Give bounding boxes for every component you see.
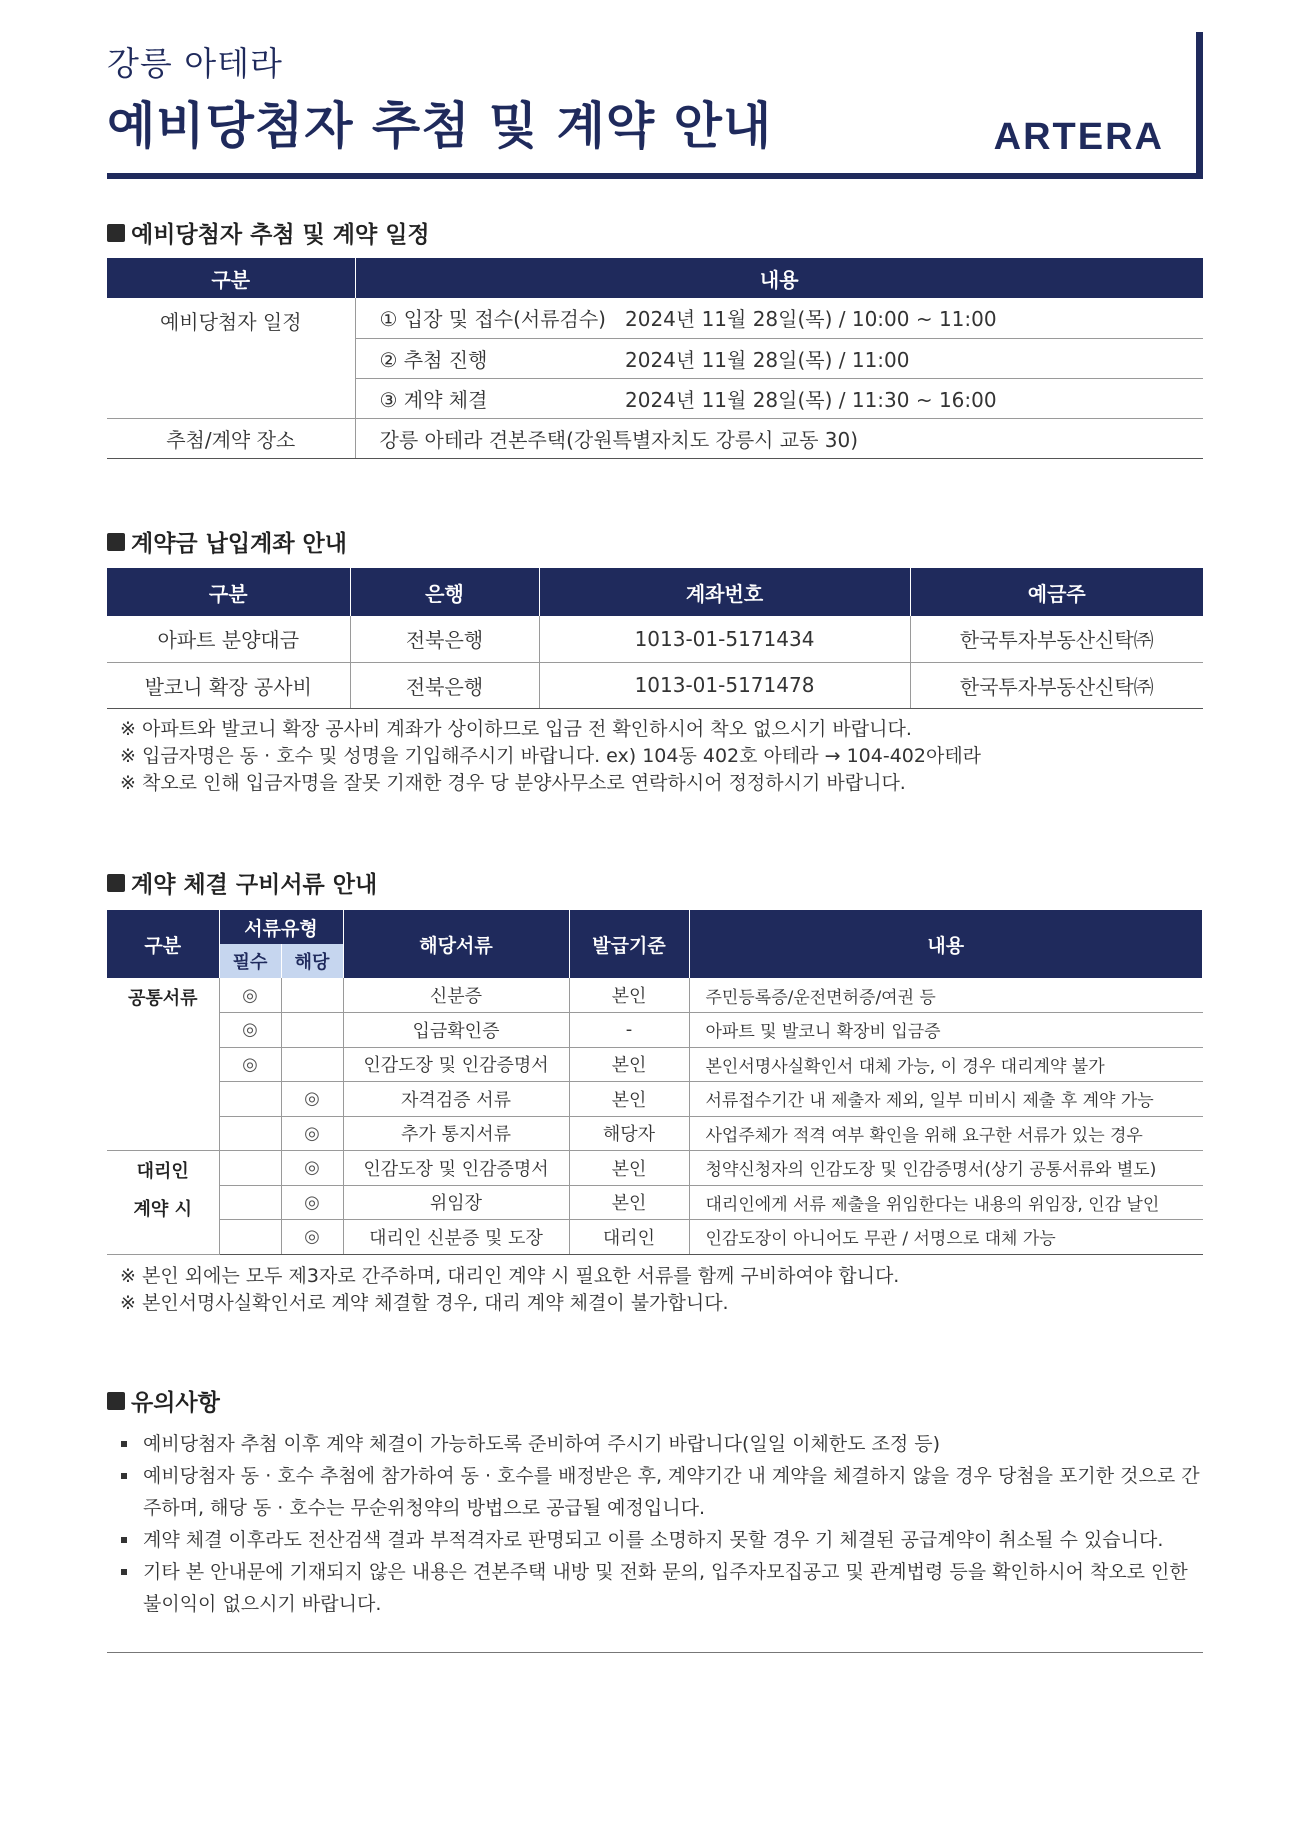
bottom-divider	[107, 1652, 1203, 1653]
square-bullet-icon	[107, 224, 125, 242]
applicable-mark: ◎	[281, 1220, 343, 1255]
required-mark	[219, 1220, 281, 1255]
header-cell: 계좌번호	[539, 568, 910, 616]
section-heading-text: 계약 체결 구비서류 안내	[131, 872, 378, 898]
table-row	[107, 1185, 1203, 1220]
note-line: ※ 입금자명은 동 · 호수 및 성명을 기입해주시기 바랍니다. ex) 104동 402호 아테라 → 104-402아테라	[120, 745, 982, 767]
header-horizontal-rule	[107, 173, 1203, 179]
document-name: 위임장	[343, 1185, 569, 1220]
header-cell-applicable: 해당	[281, 944, 343, 978]
header-cell: 구분	[107, 568, 350, 616]
header-cell-category: 구분	[107, 258, 355, 298]
account-number: 1013-01-5171434	[539, 616, 910, 662]
applicable-mark: ◎	[281, 1082, 343, 1117]
category-proxy-line2: 계약 시	[133, 1199, 192, 1220]
document-name: 자격검증 서류	[343, 1082, 569, 1117]
list-item: 계약 체결 이후라도 전산검색 결과 부적격자로 판명되고 이를 소명하지 못할 경우 기 체결된 공급계약이 취소될 수 있습니다.	[118, 1524, 1208, 1556]
table-row	[107, 1047, 1203, 1082]
required-mark	[219, 1082, 281, 1117]
applicable-mark: ◎	[281, 1185, 343, 1220]
account-holder: 한국투자부동산신탁㈜	[910, 616, 1203, 662]
table-header-row	[107, 910, 1203, 944]
schedule-time: 2024년 11월 28일(목) / 10:00 ~ 11:00	[625, 298, 1203, 338]
document-content: 청약신청자의 인감도장 및 인감증명서(상기 공통서류와 별도)	[689, 1151, 1203, 1186]
header-cell-content: 내용	[355, 258, 1203, 298]
table-header-row	[107, 568, 1203, 616]
applicable-mark	[281, 1013, 343, 1048]
account-number: 1013-01-5171478	[539, 662, 910, 708]
header-cell: 예금주	[910, 568, 1203, 616]
document-basis: -	[569, 1013, 689, 1048]
account-holder: 한국투자부동산신탁㈜	[910, 662, 1203, 708]
document-basis: 본인	[569, 1151, 689, 1186]
table-header-row	[107, 258, 1203, 298]
table-row	[107, 616, 1203, 662]
document-content: 사업주체가 적격 여부 확인을 위해 요구한 서류가 있는 경우	[689, 1116, 1203, 1151]
document-content: 인감도장이 아니어도 무관 / 서명으로 대체 가능	[689, 1220, 1203, 1255]
header-vertical-rule	[1196, 32, 1203, 178]
documents-table	[107, 910, 1203, 1255]
header-cell-type: 서류유형	[219, 910, 343, 944]
header-cell-document: 해당서류	[343, 910, 569, 978]
document-name: 신분증	[343, 978, 569, 1013]
document-basis: 본인	[569, 1185, 689, 1220]
header-subtitle: 강릉 아테라	[107, 44, 283, 83]
document-name: 인감도장 및 인감증명서	[343, 1047, 569, 1082]
schedule-label: 예비당첨자 일정	[107, 298, 355, 418]
header-cell-basis: 발급기준	[569, 910, 689, 978]
required-mark: ◎	[219, 978, 281, 1013]
section-heading-precautions	[107, 1384, 220, 1417]
category-proxy	[107, 1151, 219, 1255]
header	[107, 38, 1204, 180]
document-basis: 해당자	[569, 1116, 689, 1151]
applicable-mark	[281, 1047, 343, 1082]
category-proxy-line1: 대리인	[136, 1161, 189, 1182]
table-row	[107, 1116, 1203, 1151]
section-heading-schedule	[107, 216, 430, 249]
precautions-list	[118, 1428, 1208, 1620]
table-row	[107, 1220, 1203, 1255]
document-content: 아파트 및 발코니 확장비 입금증	[689, 1013, 1203, 1048]
applicable-mark: ◎	[281, 1151, 343, 1186]
account-category: 아파트 분양대금	[107, 616, 350, 662]
table-row	[107, 662, 1203, 708]
square-bullet-icon	[107, 1392, 125, 1410]
account-category: 발코니 확장 공사비	[107, 662, 350, 708]
schedule-time: 2024년 11월 28일(목) / 11:30 ~ 16:00	[625, 378, 1203, 418]
section-heading-accounts	[107, 525, 347, 558]
document-content: 주민등록증/운전면허증/여권 등	[689, 978, 1203, 1013]
square-bullet-icon	[107, 533, 125, 551]
account-table	[107, 568, 1203, 709]
account-bank: 전북은행	[350, 662, 539, 708]
place-value: 강릉 아테라 견본주택(강원특별자치도 강릉시 교동 30)	[355, 418, 1203, 458]
account-bank: 전북은행	[350, 616, 539, 662]
note-line: ※ 본인서명사실확인서로 계약 체결할 경우, 대리 계약 체결이 불가합니다.	[120, 1292, 729, 1314]
section-heading-text: 예비당첨자 추첨 및 계약 일정	[131, 222, 430, 248]
document-name: 대리인 신분증 및 도장	[343, 1220, 569, 1255]
document-name: 인감도장 및 인감증명서	[343, 1151, 569, 1186]
document-notes	[120, 1263, 899, 1317]
document-basis: 본인	[569, 1082, 689, 1117]
header-cell: 은행	[350, 568, 539, 616]
required-mark: ◎	[219, 1047, 281, 1082]
brand-logo: ARTERA	[993, 116, 1164, 158]
place-label: 추첨/계약 장소	[107, 418, 355, 458]
section-heading-text: 유의사항	[131, 1390, 220, 1416]
table-row	[107, 418, 1203, 458]
document-name: 추가 통지서류	[343, 1116, 569, 1151]
schedule-time: 2024년 11월 28일(목) / 11:00	[625, 338, 1203, 378]
schedule-table	[107, 258, 1203, 459]
page-title: 예비당첨자 추첨 및 계약 안내	[107, 97, 773, 155]
note-line: ※ 본인 외에는 모두 제3자로 간주하며, 대리인 계약 시 필요한 서류를 함께 구비하여야 합니다.	[120, 1265, 900, 1287]
required-mark	[219, 1116, 281, 1151]
table-row	[107, 978, 1203, 1013]
list-item: 예비당첨자 동 · 호수 추첨에 참가하여 동 · 호수를 배정받은 후, 계약기간 내 계약을 체결하지 않을 경우 당첨을 포기한 것으로 간주하며, 해당 동 · 호수는 무순위청약의 방법으로 공급될 예정입니다.	[118, 1460, 1208, 1524]
header-cell-category: 구분	[107, 910, 219, 978]
document-basis: 대리인	[569, 1220, 689, 1255]
required-mark	[219, 1185, 281, 1220]
list-item: 예비당첨자 추첨 이후 계약 체결이 가능하도록 준비하여 주시기 바랍니다(일일 이체한도 조정 등)	[118, 1428, 1208, 1460]
account-notes	[120, 716, 981, 797]
table-row	[107, 298, 1203, 338]
section-heading-documents	[107, 866, 377, 899]
required-mark: ◎	[219, 1013, 281, 1048]
applicable-mark: ◎	[281, 1116, 343, 1151]
table-row	[107, 1082, 1203, 1117]
note-line: ※ 착오로 인해 입금자명을 잘못 기재한 경우 당 분양사무소로 연락하시어 정정하시기 바랍니다.	[120, 772, 906, 794]
document-content: 대리인에게 서류 제출을 위임한다는 내용의 위임장, 인감 날인	[689, 1185, 1203, 1220]
table-row	[107, 1013, 1203, 1048]
schedule-step: ③ 계약 체결	[355, 378, 625, 418]
section-heading-text: 계약금 납입계좌 안내	[131, 531, 347, 557]
document-basis: 본인	[569, 978, 689, 1013]
document-content: 서류접수기간 내 제출자 제외, 일부 미비시 제출 후 계약 가능	[689, 1082, 1203, 1117]
square-bullet-icon	[107, 874, 125, 892]
header-cell-required: 필수	[219, 944, 281, 978]
document-basis: 본인	[569, 1047, 689, 1082]
schedule-step: ② 추첨 진행	[355, 338, 625, 378]
category-common: 공통서류	[107, 978, 219, 1151]
note-line: ※ 아파트와 발코니 확장 공사비 계좌가 상이하므로 입금 전 확인하시어 착오 없으시기 바랍니다.	[120, 718, 912, 740]
required-mark	[219, 1151, 281, 1186]
list-item: 기타 본 안내문에 기재되지 않은 내용은 견본주택 내방 및 전화 문의, 입주자모집공고 및 관계법령 등을 확인하시어 착오로 인한 불이익이 없으시기 바랍니다.	[118, 1556, 1208, 1620]
document-content: 본인서명사실확인서 대체 가능, 이 경우 대리계약 불가	[689, 1047, 1203, 1082]
schedule-step: ① 입장 및 접수(서류검수)	[355, 298, 625, 338]
table-row	[107, 1151, 1203, 1186]
applicable-mark	[281, 978, 343, 1013]
document-name: 입금확인증	[343, 1013, 569, 1048]
header-cell-content: 내용	[689, 910, 1203, 978]
